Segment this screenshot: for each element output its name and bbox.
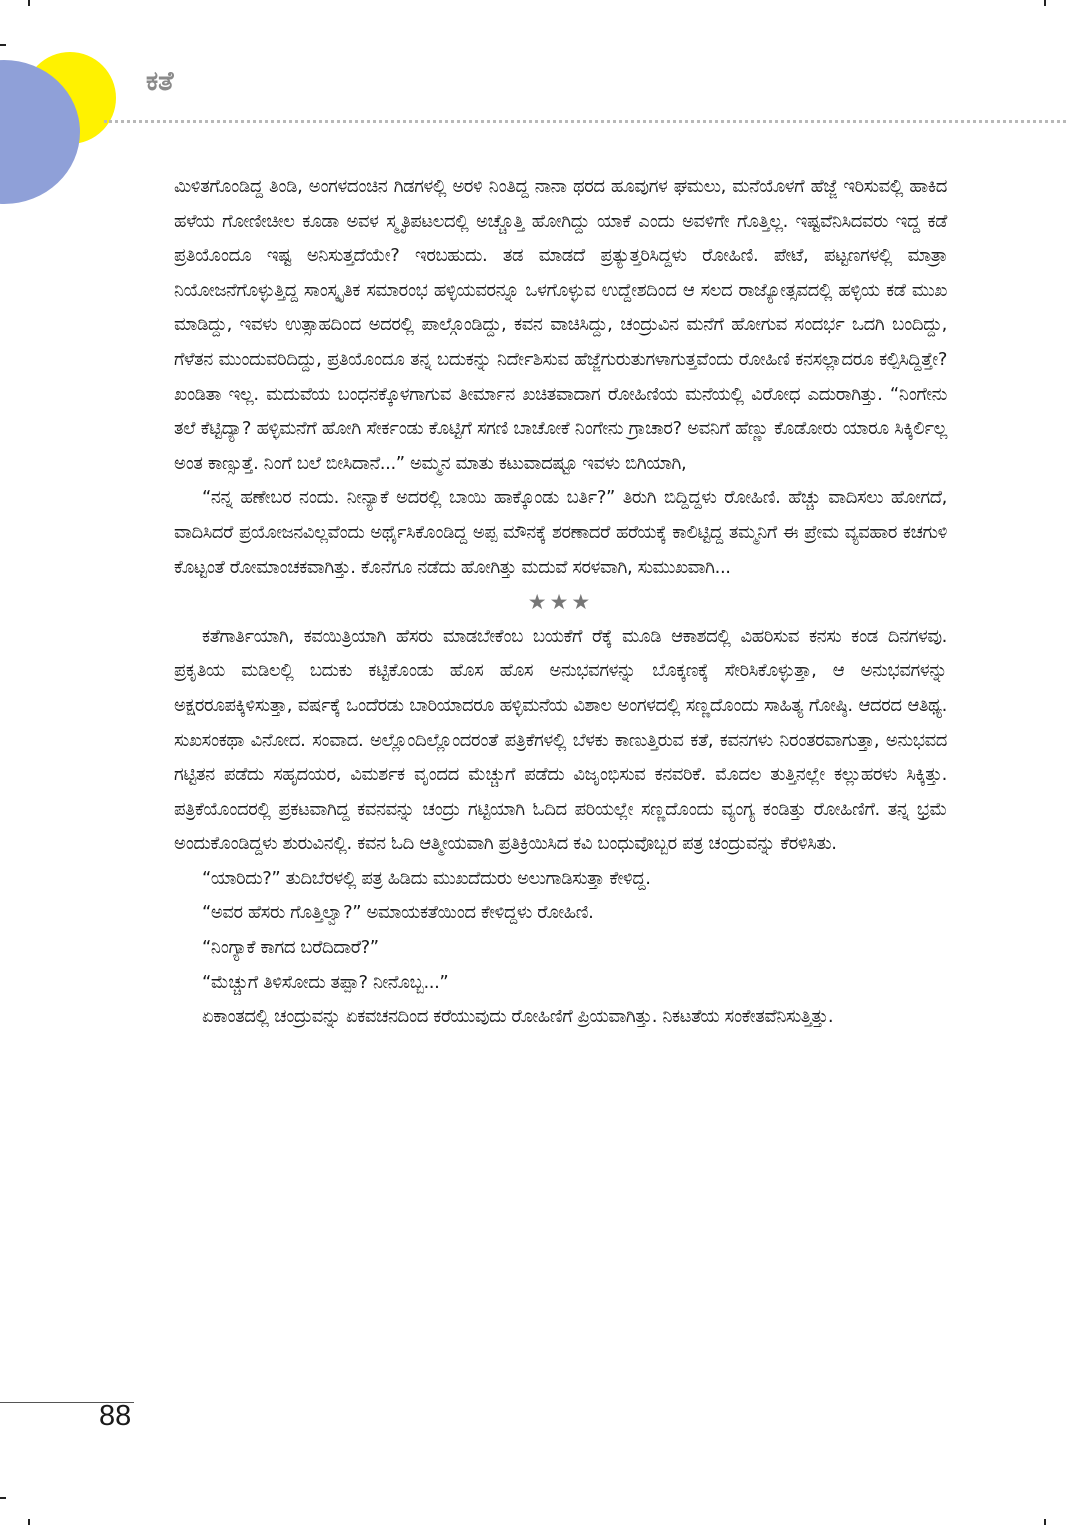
paragraph: ಮಿಳಿತಗೊಂಡಿದ್ದ ತಿಂಡಿ, ಅಂಗಳದಂಚಿನ ಗಿಡಗಳಲ್ಲಿ ಅರಳಿ ನಿಂತಿದ್ದ ನಾನಾ ಥರದ ಹೂವುಗಳ ಘಮಲು, ಮನೆಯೊಳಗೆ ಹೆಜ್ಜೆ ಇರಿಸುವಲ್ಲಿ ಹಾಕಿದ ಹಳೆಯ ಗೋಣೀಚೀಲ ಕೂಡಾ ಅವಳ ಸ್ಮೃತಿಪಟಲದಲ್ಲಿ ಅಚ್ಚೊತ್ತಿ ಹೋಗಿದ್ದು ಯಾಕೆ ಎಂದು ಅವಳಿಗೇ ಗೊತ್ತಿಲ್ಲ. ಇಷ್ಟವೆನಿಸಿದವರು ಇದ್ದ ಕಡೆ ಪ್ರತಿಯೊಂದೂ ಇಷ್ಟ ಅನಿಸುತ್ತದೆಯೇ? ಇರಬಹುದು. ತಡ ಮಾಡದೆ ಪ್ರತ್ಯುತ್ತರಿಸಿದ್ದಳು ರೋಹಿಣಿ. ಪೇಟೆ, ಪಟ್ಟಣಗಳಲ್ಲಿ ಮಾತ್ರಾ ನಿಯೋಜನೆಗೊಳ್ಳುತ್ತಿದ್ದ ಸಾಂಸ್ಕೃತಿಕ ಸಮಾರಂಭ ಹಳ್ಳಿಯವರನ್ನೂ ಒಳಗೊಳ್ಳುವ ಉದ್ದೇಶದಿಂದ ಆ ಸಲದ ರಾಜ್ಯೋತ್ಸವದಲ್ಲಿ ಹಳ್ಳಿಯ ಕಡೆ ಮುಖ ಮಾಡಿದ್ದು, ಇವಳು ಉತ್ಸಾಹದಿಂದ ಅದರಲ್ಲಿ ಪಾಲ್ಗೊಂಡಿದ್ದು, ಕವನ ವಾಚಿಸಿದ್ದು, ಚಂದ್ರುವಿನ ಮನೆಗೆ ಹೋಗುವ ಸಂದರ್ಭ ಒದಗಿ ಬಂದಿದ್ದು, ಗೆಳೆತನ ಮುಂದುವರಿದಿದ್ದು, ಪ್ರತಿಯೊಂದೂ ತನ್ನ ಬದುಕನ್ನು ನಿರ್ದೇಶಿಸುವ ಹೆಜ್ಜೆಗುರುತುಗಳಾಗುತ್ತವೆಂದು ರೋಹಿಣಿ ಕನಸಲ್ಲಾದರೂ ಕಲ್ಪಿಸಿದ್ದಿತ್ತೇ? ಖಂಡಿತಾ ಇಲ್ಲ. ಮದುವೆಯ ಬಂಧನಕ್ಕೊಳಗಾಗುವ ತೀರ್ಮಾನ ಖಚಿತವಾದಾಗ ರೋಹಿಣಿಯ ಮನೆಯಲ್ಲಿ ವಿರೋಧ ಎದುರಾಗಿತ್ತು. “ನಿಂಗೇನು ತಲೆ ಕೆಟ್ಟಿದ್ಯಾ? ಹಳ್ಳಿಮನೆಗೆ ಹೋಗಿ ಸೇರ್ಕಂಡು ಕೊಟ್ಟಿಗೆ ಸಗಣಿ ಬಾಚೋಕೆ ನಿಂಗೇನು ಗ್ರಾಚಾರ? ಅವನಿಗೆ ಹೆಣ್ಣು ಕೊಡೋರು ಯಾರೂ ಸಿಕ್ಕಿರ್ಲಿಲ್ಲ ಅಂತ ಕಾಣ್ಸುತ್ತೆ. ನಿಂಗೆ ಬಲೆ ಬೀಸಿದಾನೆ...” ಅಮ್ಮನ ಮಾತು ಕಟುವಾದಷ್ಟೂ ಇವಳು ಬಿಗಿಯಾಗಿ, <box>174 176 947 474</box>
paragraph: “ನನ್ನ ಹಣೇಬರ ನಂದು. ನೀನ್ಯಾಕೆ ಅದರಲ್ಲಿ ಬಾಯಿ ಹಾಕ್ಕೊಂಡು ಬರ್ತಿ?” ತಿರುಗಿ ಬಿದ್ದಿದ್ದಳು ರೋಹಿಣಿ. ಹೆಚ್ಚು ವಾದಿಸಲು ಹೋಗದೆ, ವಾದಿಸಿದರೆ ಪ್ರಯೋಜನವಿಲ್ಲವೆಂದು ಅರ್ಥೈಸಿಕೊಂಡಿದ್ದ ಅಪ್ಪ ಮೌನಕ್ಕೆ ಶರಣಾದರೆ ಹರೆಯಕ್ಕೆ ಕಾಲಿಟ್ಟಿದ್ದ ತಮ್ಮನಿಗೆ ಈ ಪ್ರೇಮ ವ್ಯವಹಾರ ಕಚಗುಳಿ ಕೊಟ್ಟಂತೆ ರೋಮಾಂಚಕವಾಗಿತ್ತು. ಕೊನೆಗೂ ನಡೆದು ಹೋಗಿತ್ತು ಮದುವೆ ಸರಳವಾಗಿ, ಸುಮುಖವಾಗಿ... <box>174 487 947 578</box>
section-separator: ★★★ <box>527 590 594 615</box>
paragraph: ಏಕಾಂತದಲ್ಲಿ ಚಂದ್ರುವನ್ನು ಏಕವಚನದಿಂದ ಕರೆಯುವುದು ರೋಹಿಣಿಗೆ ಪ್ರಿಯವಾಗಿತ್ತು. ನಿಕಟತೆಯ ಸಂಕೇತವೆನಿಸುತ್ತಿತ್ತು. <box>202 1006 834 1028</box>
dotted-divider <box>104 120 1066 123</box>
page-number: 88 <box>99 1400 132 1432</box>
dialogue-line: “ಯಾರಿದು?” ತುದಿಬೆರಳಲ್ಲಿ ಪತ್ರ ಹಿಡಿದು ಮುಖದೆದುರು ಅಲುಗಾಡಿಸುತ್ತಾ ಕೇಳಿದ್ದ. <box>202 867 651 889</box>
body-text <box>174 170 947 1035</box>
dialogue-line: “ನಿಂಗ್ಯಾಕೆ ಕಾಗದ ಬರೆದಿದಾರೆ?” <box>202 937 379 959</box>
dialogue-line: “ಅವರ ಹೆಸರು ಗೊತ್ತಿಲ್ವಾ?” ಅಮಾಯಕತೆಯಿಂದ ಕೇಳಿದ್ದಳು ರೋಹಿಣಿ. <box>202 902 594 924</box>
crop-mark <box>1044 0 1046 6</box>
crop-mark <box>0 44 6 46</box>
crop-mark <box>28 0 30 6</box>
dialogue-line: “ಮೆಚ್ಚುಗೆ ತಿಳಿಸೋದು ತಪ್ಪಾ? ನೀನೊಬ್ಬ...” <box>202 971 449 993</box>
crop-mark <box>28 1519 30 1525</box>
section-title: ಕತೆ <box>146 66 174 97</box>
crop-mark <box>0 1497 6 1499</box>
paragraph: ಕತೆಗಾರ್ತಿಯಾಗಿ, ಕವಯಿತ್ರಿಯಾಗಿ ಹೆಸರು ಮಾಡಬೇಕೆಂಬ ಬಯಕೆಗೆ ರೆಕ್ಕೆ ಮೂಡಿ ಆಕಾಶದಲ್ಲಿ ವಿಹರಿಸುವ ಕನಸು ಕಂಡ ದಿನಗಳವು. ಪ್ರಕೃತಿಯ ಮಡಿಲಲ್ಲಿ ಬದುಕು ಕಟ್ಟಿಕೊಂಡು ಹೊಸ ಹೊಸ ಅನುಭವಗಳನ್ನು ಬೊಕ್ಕಣಕ್ಕೆ ಸೇರಿಸಿಕೊಳ್ಳುತ್ತಾ, ಆ ಅನುಭವಗಳನ್ನು ಅಕ್ಷರರೂಪಕ್ಕಿಳಿಸುತ್ತಾ, ವರ್ಷಕ್ಕೆ ಒಂದೆರಡು ಬಾರಿಯಾದರೂ ಹಳ್ಳಿಮನೆಯ ವಿಶಾಲ ಅಂಗಳದಲ್ಲಿ ಸಣ್ಣದೊಂದು ಸಾಹಿತ್ಯ ಗೋಷ್ಠಿ. ಆದರದ ಆತಿಥ್ಯ. ಸುಖಸಂಕಥಾ ವಿನೋದ. ಸಂವಾದ. ಅಲ್ಲೊಂದಿಲ್ಲೊಂದರಂತೆ ಪತ್ರಿಕೆಗಳಲ್ಲಿ ಬೆಳಕು ಕಾಣುತ್ತಿರುವ ಕತೆ, ಕವನಗಳು ನಿರಂತರವಾಗುತ್ತಾ, ಅನುಭವದ ಗಟ್ಟಿತನ ಪಡೆದು ಸಹೃದಯರ, ವಿಮರ್ಶಕ ವೃಂದದ ಮೆಚ್ಚುಗೆ ಪಡೆದು ವಿಜೃಂಭಿಸುವ ಕನವರಿಕೆ. ಮೊದಲ ತುತ್ತಿನಲ್ಲೇ ಕಲ್ಲುಹರಳು ಸಿಕ್ಕಿತ್ತು. ಪತ್ರಿಕೆಯೊಂದರಲ್ಲಿ ಪ್ರಕಟವಾಗಿದ್ದ ಕವನವನ್ನು ಚಂದ್ರು ಗಟ್ಟಿಯಾಗಿ ಓದಿದ ಪರಿಯಲ್ಲೇ ಸಣ್ಣದೊಂದು ವ್ಯಂಗ್ಯ ಕಂಡಿತ್ತು ರೋಹಿಣಿಗೆ. ತನ್ನ ಭ್ರಮೆ ಅಂದುಕೊಂಡಿದ್ದಳು ಶುರುವಿನಲ್ಲಿ. ಕವನ ಓದಿ ಆತ್ಮೀಯವಾಗಿ ಪ್ರತಿಕ್ರಿಯಿಸಿದ ಕವಿ ಬಂಧುವೊಬ್ಬರ ಪತ್ರ ಚಂದ್ರುವನ್ನು ಕೆರಳಿಸಿತು. <box>174 625 947 855</box>
crop-mark <box>1044 1519 1046 1525</box>
